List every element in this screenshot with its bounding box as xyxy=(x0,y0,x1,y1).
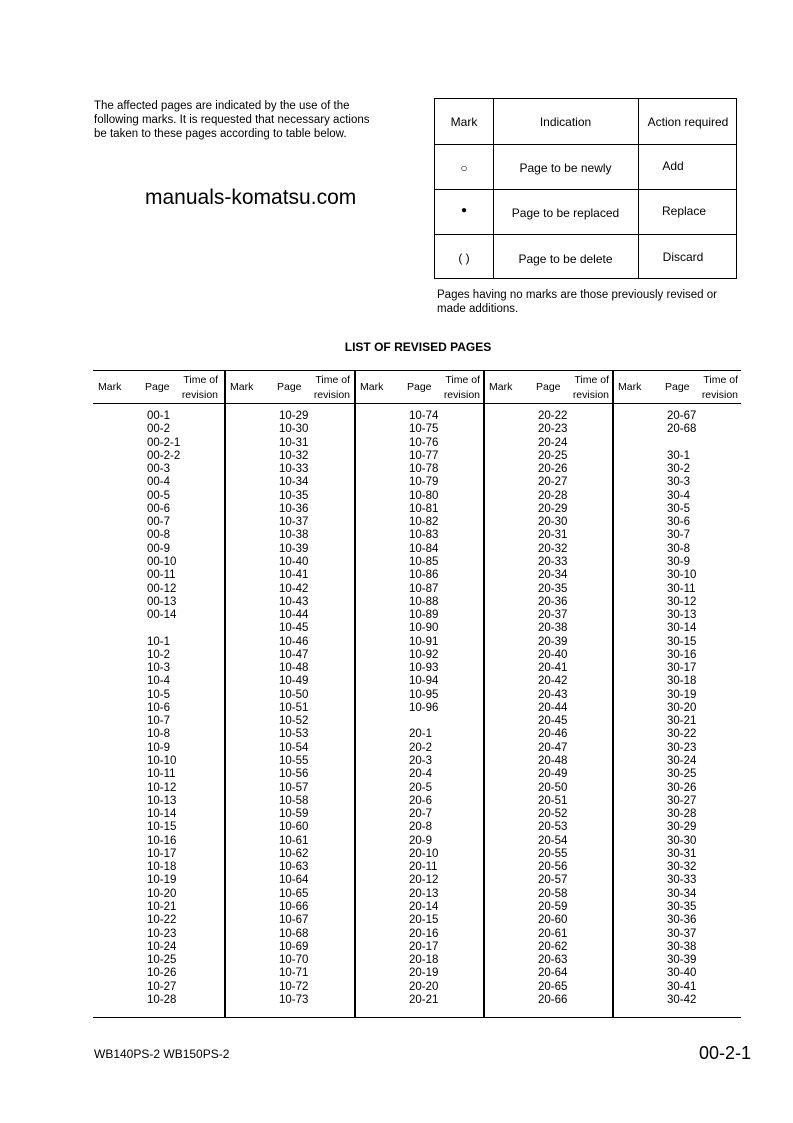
page-entry: 10-50 xyxy=(279,688,309,701)
page-entry: 10-70 xyxy=(279,954,309,967)
marks-table xyxy=(434,98,737,279)
page-entry: 10-8 xyxy=(147,728,171,741)
page-entry: 10-12 xyxy=(147,781,177,794)
page-entry: 00-5 xyxy=(147,489,171,502)
page-entry: 20-57 xyxy=(538,874,568,887)
intro-text: The affected pages are indicated by the use of the following marks. It is requested that necessary actions be taken to these pages according to table below. xyxy=(94,100,370,140)
page-entry: 10-40 xyxy=(279,555,309,568)
page-entry: 10-16 xyxy=(147,834,177,847)
header-indication: Indication xyxy=(539,115,592,129)
page-entry: 20-6 xyxy=(409,794,433,807)
page-entry: 00-6 xyxy=(147,502,171,515)
page-entry: 30-21 xyxy=(667,715,697,728)
page-entry: 20-47 xyxy=(538,741,568,754)
page-entry: 10-88 xyxy=(409,595,439,608)
page-entry: 10-2 xyxy=(147,648,171,661)
mark-discard: ( ) xyxy=(458,251,470,265)
list-title: LIST OF REVISED PAGES xyxy=(344,340,492,354)
page-entry: 10-53 xyxy=(279,728,309,741)
page-entry: 10-90 xyxy=(409,622,439,635)
page-number: 00-2-1 xyxy=(698,1043,751,1063)
page-entry: 10-58 xyxy=(279,794,309,807)
page-entry: 30-34 xyxy=(667,887,697,900)
page-entry: 10-49 xyxy=(279,675,309,688)
page-entry: 20-34 xyxy=(538,569,568,582)
page-entry: 30-5 xyxy=(667,502,691,515)
page-entry: 10-29 xyxy=(279,410,309,422)
page-entry: 10-22 xyxy=(147,914,177,927)
header-page: Page xyxy=(145,381,170,393)
page-entry: 30-14 xyxy=(667,622,697,635)
action-replace: Replace xyxy=(661,204,707,218)
page-entry: 10-9 xyxy=(147,741,171,754)
page-entry: 30-29 xyxy=(667,821,697,834)
page-entry: 10-48 xyxy=(279,662,309,675)
page-entry: 10-14 xyxy=(147,808,177,821)
page-entry: 20-54 xyxy=(538,834,568,847)
page-entry: 00-4 xyxy=(147,476,171,489)
page-entry: 00-10 xyxy=(147,555,177,568)
page-entry: 10-81 xyxy=(409,502,439,515)
page-entry: 20-46 xyxy=(538,728,568,741)
page-entry: 00-13 xyxy=(147,595,177,608)
page-entry: 30-24 xyxy=(667,755,697,768)
header-mark: Mark xyxy=(450,115,478,129)
page-entry: 20-3 xyxy=(409,755,433,768)
page-entry: 10-91 xyxy=(409,635,439,648)
page-entry: 00-1 xyxy=(147,410,171,422)
page-entry: 10-76 xyxy=(409,436,439,449)
mark-add: ○ xyxy=(460,161,468,175)
header-mark: Mark xyxy=(360,381,384,393)
page-entry: 30-8 xyxy=(667,542,691,555)
indication-replace: Page to be replaced xyxy=(511,206,620,220)
page-entry: 20-52 xyxy=(538,808,568,821)
page-entry: 30-35 xyxy=(667,900,697,913)
page-entry: 10-84 xyxy=(409,542,439,555)
page-entry: 30-37 xyxy=(667,927,697,940)
page-entry: 10-77 xyxy=(409,449,439,462)
page-entry: 20-22 xyxy=(538,410,568,422)
page-entry: 10-92 xyxy=(409,648,439,661)
page-entry: 10-52 xyxy=(279,715,309,728)
page-entry: 10-67 xyxy=(279,914,309,927)
page-entry: 20-33 xyxy=(538,555,568,568)
page-entry: 20-39 xyxy=(538,635,568,648)
page-entry: 10-62 xyxy=(279,847,309,860)
header-time-of: Time of xyxy=(315,374,350,386)
page-entry: 30-12 xyxy=(667,595,697,608)
page-entry: 10-13 xyxy=(147,794,177,807)
page-entry: 30-13 xyxy=(667,609,697,622)
page-entry: 10-78 xyxy=(409,463,439,476)
page-entry: 10-44 xyxy=(279,609,309,622)
page-entry: 20-31 xyxy=(538,529,568,542)
table-header-rule xyxy=(93,403,741,404)
header-page: Page xyxy=(407,381,432,393)
indication-add: Page to be newly xyxy=(519,161,612,175)
page-entry: 10-10 xyxy=(147,755,177,768)
page-entry: 20-11 xyxy=(409,861,438,874)
page-entry: 10-66 xyxy=(279,900,309,913)
page-entry: 00-8 xyxy=(147,529,171,542)
page-entry: 20-48 xyxy=(538,755,568,768)
page-entry: 20-37 xyxy=(538,609,568,622)
page-entry: 20-4 xyxy=(409,768,433,781)
page-entry: 30-25 xyxy=(667,768,697,781)
page-entry: 10-85 xyxy=(409,555,439,568)
page-entry: 30-1 xyxy=(667,449,691,462)
page-entry: 10-11 xyxy=(147,768,176,781)
column-divider xyxy=(612,370,614,1017)
page-entry: 30-4 xyxy=(667,489,691,502)
page-entry: 10-28 xyxy=(147,993,177,1006)
page-entry: 20-66 xyxy=(538,993,568,1006)
page-entry: 30-6 xyxy=(667,516,691,529)
header-revision: revision xyxy=(572,389,609,401)
page-entry: 20-27 xyxy=(538,476,568,489)
page-entry: 30-40 xyxy=(667,967,697,980)
page-entry: 30-3 xyxy=(667,476,691,489)
page-entry: 10-68 xyxy=(279,927,309,940)
page-entry: 20-43 xyxy=(538,688,568,701)
action-discard: Discard xyxy=(662,250,704,264)
page-entry: 10-33 xyxy=(279,463,309,476)
page-entry: 20-61 xyxy=(538,927,568,940)
action-add: Add xyxy=(662,159,684,173)
page-entry: 10-23 xyxy=(147,927,177,940)
page-entry: 10-6 xyxy=(147,701,171,714)
page-entry: 10-21 xyxy=(147,900,177,913)
page-entry: 30-26 xyxy=(667,781,697,794)
header-mark: Mark xyxy=(230,381,254,393)
page-entry: 10-3 xyxy=(147,662,171,675)
page-entry: 10-55 xyxy=(279,755,309,768)
page-entry: 20-65 xyxy=(538,980,568,993)
header-time-of: Time of xyxy=(183,374,218,386)
page-entry: 10-5 xyxy=(147,688,171,701)
page-entry: 10-45 xyxy=(279,622,309,635)
page-entry: 20-17 xyxy=(409,940,439,953)
header-mark: Mark xyxy=(98,381,122,393)
page-entry: 10-56 xyxy=(279,768,309,781)
page-entry: 10-65 xyxy=(279,887,309,900)
page-entry: 20-1 xyxy=(409,728,433,741)
page-entry: 10-74 xyxy=(409,410,439,422)
page-entry: 00-2-1 xyxy=(147,436,181,449)
page-entry: 10-37 xyxy=(279,516,309,529)
page-entry: 20-13 xyxy=(409,887,439,900)
page-entry: 20-29 xyxy=(538,502,568,515)
page-entry: 10-57 xyxy=(279,781,309,794)
page-entry: 20-58 xyxy=(538,887,568,900)
page-entry: 30-38 xyxy=(667,940,697,953)
page-entry: 00-2-2 xyxy=(147,449,181,462)
page-entry: 10-83 xyxy=(409,529,439,542)
page-entry: 10-86 xyxy=(409,569,439,582)
page-entry: 10-95 xyxy=(409,688,439,701)
page-entry: 10-96 xyxy=(409,701,439,714)
header-time-of: Time of xyxy=(703,374,738,386)
watermark: manuals-komatsu.com xyxy=(145,186,357,209)
page-entry: 20-56 xyxy=(538,861,568,874)
page-entry: 20-28 xyxy=(538,489,568,502)
page-entry: 30-10 xyxy=(667,569,697,582)
page-entry: 30-17 xyxy=(667,662,697,675)
page-entry: 30-9 xyxy=(667,555,691,568)
header-action: Action required xyxy=(647,115,729,129)
page-entry: 20-38 xyxy=(538,622,568,635)
page-entry: 10-69 xyxy=(279,940,309,953)
header-revision: revision xyxy=(313,389,350,401)
page-entry: 10-72 xyxy=(279,980,309,993)
header-mark: Mark xyxy=(489,381,513,393)
page-entry: 10-43 xyxy=(279,595,309,608)
page-entry: 10-31 xyxy=(279,436,309,449)
page-entry: 10-1 xyxy=(147,635,171,648)
page-entry: 10-87 xyxy=(409,582,439,595)
page-entry: 10-42 xyxy=(279,582,309,595)
page-entry: 30-7 xyxy=(667,529,691,542)
header-time-of: Time of xyxy=(445,374,480,386)
page-entry: 00-3 xyxy=(147,463,171,476)
page-entry: 10-7 xyxy=(147,715,171,728)
page-entry: 10-73 xyxy=(279,993,309,1006)
footer-models: WB140PS-2 WB150PS-2 xyxy=(94,1047,230,1061)
page-entry: 00-9 xyxy=(147,542,171,555)
page-entry: 10-38 xyxy=(279,529,309,542)
page-entry: 10-46 xyxy=(279,635,309,648)
header-revision: revision xyxy=(181,389,218,401)
column-divider xyxy=(483,370,485,1017)
page-entry: 10-41 xyxy=(279,569,309,582)
page-entry: 20-16 xyxy=(409,927,439,940)
header-page: Page xyxy=(277,381,302,393)
page-entry: 20-25 xyxy=(538,449,568,462)
page-entry: 30-28 xyxy=(667,808,697,821)
page-entry: 20-23 xyxy=(538,423,568,436)
page-entry: 20-19 xyxy=(409,967,439,980)
page-entry: 20-44 xyxy=(538,701,568,714)
page-entry: 10-71 xyxy=(279,967,309,980)
page-entry: 30-42 xyxy=(667,993,697,1006)
page-entry: 10-93 xyxy=(409,662,439,675)
page-entry: 10-20 xyxy=(147,887,177,900)
page-entry: 30-30 xyxy=(667,834,697,847)
page-entry: 00-11 xyxy=(147,569,176,582)
page-entry: 30-23 xyxy=(667,741,697,754)
page-entry: 20-18 xyxy=(409,954,439,967)
page-entry: 30-39 xyxy=(667,954,697,967)
page-entry: 30-32 xyxy=(667,861,697,874)
page-entry: 20-51 xyxy=(538,794,568,807)
page-entry: 20-40 xyxy=(538,648,568,661)
page-entry: 30-33 xyxy=(667,874,697,887)
table-top-rule xyxy=(93,370,741,371)
page-entry: 20-60 xyxy=(538,914,568,927)
page-entry: 20-42 xyxy=(538,675,568,688)
page-entry: 30-36 xyxy=(667,914,697,927)
page-entry: 30-15 xyxy=(667,635,697,648)
page-entry: 20-7 xyxy=(409,808,433,821)
header-time-of: Time of xyxy=(574,374,609,386)
header-page: Page xyxy=(665,381,690,393)
page-entry: 10-75 xyxy=(409,423,439,436)
page-entry: 20-5 xyxy=(409,781,433,794)
page-entry: 00-2 xyxy=(147,423,171,436)
page-entry: 10-24 xyxy=(147,940,177,953)
column-divider xyxy=(224,370,226,1017)
page-entry: 30-19 xyxy=(667,688,697,701)
page-entry: 30-18 xyxy=(667,675,697,688)
page-entry: 00-12 xyxy=(147,582,177,595)
header-revision: revision xyxy=(701,389,738,401)
page-entry: 10-47 xyxy=(279,648,309,661)
page-entry: 20-50 xyxy=(538,781,568,794)
page-entry: 10-89 xyxy=(409,609,439,622)
page-entry: 20-67 xyxy=(667,410,697,422)
column-divider xyxy=(354,370,356,1017)
page-entry: 10-79 xyxy=(409,476,439,489)
page-entry: 10-82 xyxy=(409,516,439,529)
page-entry: 20-2 xyxy=(409,741,433,754)
page-entry: 20-45 xyxy=(538,715,568,728)
page-entry: 10-27 xyxy=(147,980,177,993)
page-entry: 10-4 xyxy=(147,675,171,688)
page-entry: 20-32 xyxy=(538,542,568,555)
page-entry: 10-63 xyxy=(279,861,309,874)
page-entry: 20-64 xyxy=(538,967,568,980)
table-bottom-rule xyxy=(93,1017,741,1018)
page-entry: 30-41 xyxy=(667,980,697,993)
page-entry: 30-11 xyxy=(667,582,696,595)
page-entry: 10-59 xyxy=(279,808,309,821)
page-entry: 20-62 xyxy=(538,940,568,953)
page-entry: 20-14 xyxy=(409,900,439,913)
page-entry: 20-63 xyxy=(538,954,568,967)
page-entry: 30-31 xyxy=(667,847,697,860)
page-entry: 20-26 xyxy=(538,463,568,476)
page-entry: 20-10 xyxy=(409,847,439,860)
page-entry: 10-18 xyxy=(147,861,177,874)
page-entry: 20-24 xyxy=(538,436,568,449)
page-entry: 10-60 xyxy=(279,821,309,834)
page-entry: 30-27 xyxy=(667,794,697,807)
page-entry: 20-8 xyxy=(409,821,433,834)
page-entry: 10-94 xyxy=(409,675,439,688)
page-entry: 20-68 xyxy=(667,423,697,436)
page-entry: 20-30 xyxy=(538,516,568,529)
page-entry: 20-53 xyxy=(538,821,568,834)
page-entry: 10-61 xyxy=(279,834,309,847)
header-page: Page xyxy=(536,381,561,393)
page-entry: 10-26 xyxy=(147,967,177,980)
page-entry: 10-34 xyxy=(279,476,309,489)
page-entry: 20-20 xyxy=(409,980,439,993)
page-entry: 10-32 xyxy=(279,449,309,462)
page-entry: 30-2 xyxy=(667,463,691,476)
indication-discard: Page to be delete xyxy=(518,252,613,266)
page-entry: 20-41 xyxy=(538,662,568,675)
page-entry: 10-25 xyxy=(147,954,177,967)
page-entry: 10-15 xyxy=(147,821,177,834)
page-entry: 10-39 xyxy=(279,542,309,555)
page-entry: 10-35 xyxy=(279,489,309,502)
page-entry: 10-17 xyxy=(147,847,177,860)
mark-replace: ● xyxy=(460,205,468,216)
page-entry: 10-80 xyxy=(409,489,439,502)
page-entry: 20-35 xyxy=(538,582,568,595)
page-entry: 20-15 xyxy=(409,914,439,927)
page-entry: 10-54 xyxy=(279,741,309,754)
page-entry: 20-59 xyxy=(538,900,568,913)
page-entry: 20-55 xyxy=(538,847,568,860)
page-entry: 20-9 xyxy=(409,834,433,847)
page-entry: 30-16 xyxy=(667,648,697,661)
page-entry: 20-49 xyxy=(538,768,568,781)
page-entry: 30-22 xyxy=(667,728,697,741)
page-entry: 10-30 xyxy=(279,423,309,436)
page-entry: 10-51 xyxy=(279,701,309,714)
header-mark: Mark xyxy=(618,381,642,393)
page-entry: 20-21 xyxy=(409,993,439,1006)
page-entry: 30-20 xyxy=(667,701,697,714)
page-entry: 20-12 xyxy=(409,874,439,887)
header-revision: revision xyxy=(443,389,480,401)
page-entry: 00-7 xyxy=(147,516,171,529)
page-entry: 00-14 xyxy=(147,609,177,622)
page-entry: 10-19 xyxy=(147,874,177,887)
note-text: Pages having no marks are those previously revised or made additions. xyxy=(437,289,717,315)
page-entry: 10-36 xyxy=(279,502,309,515)
page-entry: 10-64 xyxy=(279,874,309,887)
page-entry: 20-36 xyxy=(538,595,568,608)
